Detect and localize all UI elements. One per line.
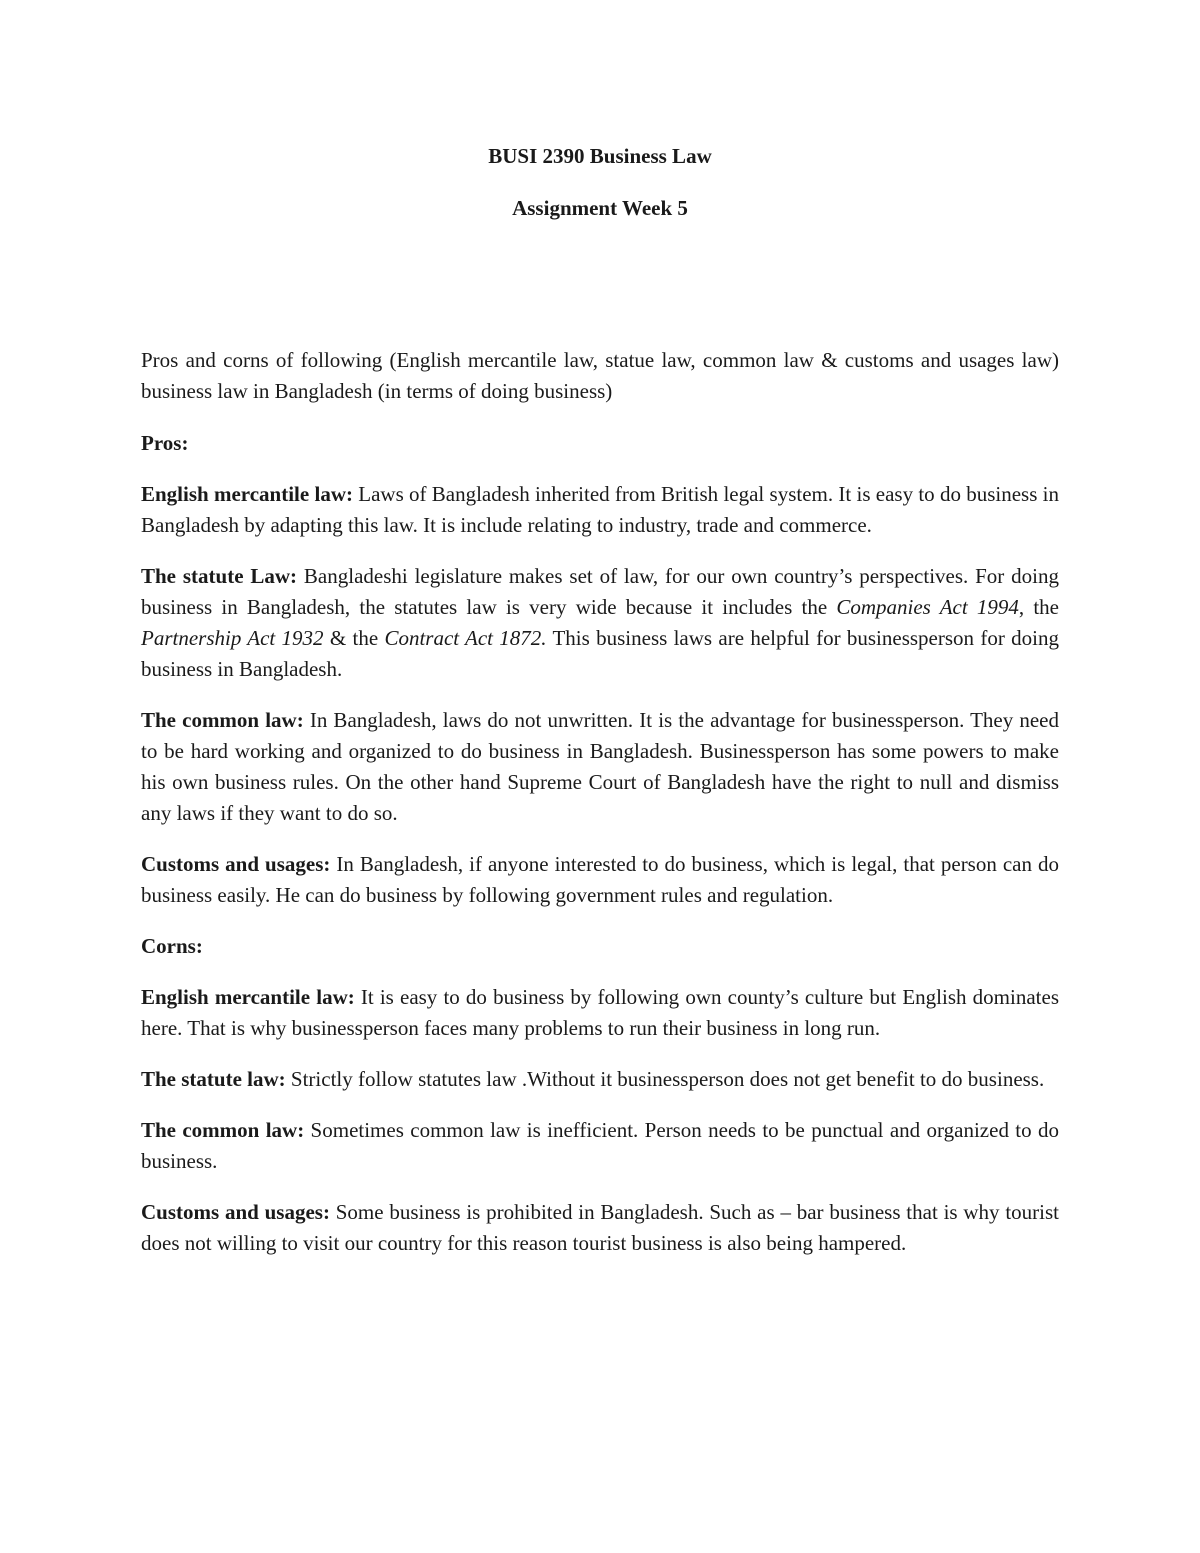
- pros-statute-text-3: & the: [323, 626, 385, 650]
- cons-english-label: English mercantile law:: [141, 985, 355, 1009]
- pros-statute-text-1: Bangladeshi legislature makes set of law, for our own country’s perspectives. For doing business in Bangladesh, the statutes law is very wide because it includes the: [141, 564, 1059, 619]
- cons-customs-text: Some business is prohibited in Bangladesh. Such as – bar business that is why tourist does not willing to visit our country for this reason tourist business is also being hampered.: [141, 1200, 1059, 1255]
- assignment-title: Assignment Week 5: [512, 196, 688, 220]
- document-body: [141, 345, 1059, 1279]
- pros-statute-text-4: This business laws are helpful for businessperson for doing business in Bangladesh.: [141, 626, 1059, 681]
- cons-english-text: It is easy to do business by following own county’s culture but English dominates here. That is why businessperson faces many problems to run their business in long run.: [141, 985, 1059, 1040]
- cons-common-paragraph: [141, 1115, 1059, 1177]
- pros-statute-paragraph: [141, 561, 1059, 685]
- intro-paragraph: Pros and corns of following (English mercantile law, statue law, common law & customs and usages law) business law in Bangladesh (in terms of doing business): [141, 348, 1059, 403]
- pros-heading-text: Pros:: [141, 431, 189, 455]
- pros-common-label: The common law:: [141, 708, 304, 732]
- pros-common-paragraph: [141, 705, 1059, 829]
- pros-english-paragraph: [141, 479, 1059, 541]
- pros-english-text: Laws of Bangladesh inherited from British legal system. It is easy to do business in Bangladesh by adapting this law. It is include relating to industry, trade and commerce.: [141, 482, 1059, 537]
- pros-customs-text: In Bangladesh, if anyone interested to do business, which is legal, that person can do business easily. He can do business by following government rules and regulation.: [141, 852, 1060, 907]
- course-title: BUSI 2390 Business Law: [488, 144, 712, 168]
- pros-statute-text-2: , the: [1018, 595, 1060, 619]
- cons-english-paragraph: [141, 982, 1059, 1044]
- cons-heading-text: Corns:: [141, 934, 203, 958]
- cons-common-label: The common law:: [141, 1118, 305, 1142]
- partnership-act: Partnership Act 1932: [141, 626, 324, 650]
- pros-english-label: English mercantile law:: [141, 482, 353, 506]
- pros-statute-label: The statute Law:: [141, 564, 298, 588]
- cons-statute-paragraph: [141, 1064, 1059, 1095]
- cons-customs-label: Customs and usages:: [141, 1200, 330, 1224]
- cons-statute-label: The statute law:: [141, 1067, 286, 1091]
- pros-customs-paragraph: [141, 849, 1059, 911]
- pros-heading: [141, 428, 1059, 459]
- pros-customs-label: Customs and usages:: [141, 852, 331, 876]
- cons-common-text: Sometimes common law is inefficient. Person needs to be punctual and organized to do business.: [141, 1118, 1059, 1173]
- pros-common-text: In Bangladesh, laws do not unwritten. It is the advantage for businessperson. They need to be hard working and organized to do business in Bangladesh. Businessperson has some powers to make his own business rules. On the other hand Supreme Court of Bangladesh have the right to null and dismiss any laws if they want to do so.: [141, 708, 1059, 825]
- cons-statute-text: Strictly follow statutes law .Without it businessperson does not get benefit to do business.: [285, 1067, 1045, 1091]
- companies-act: Companies Act 1994: [836, 595, 1019, 619]
- cons-customs-paragraph: [141, 1197, 1059, 1259]
- contract-act: Contract Act 1872.: [384, 626, 547, 650]
- cons-heading: [141, 931, 1059, 962]
